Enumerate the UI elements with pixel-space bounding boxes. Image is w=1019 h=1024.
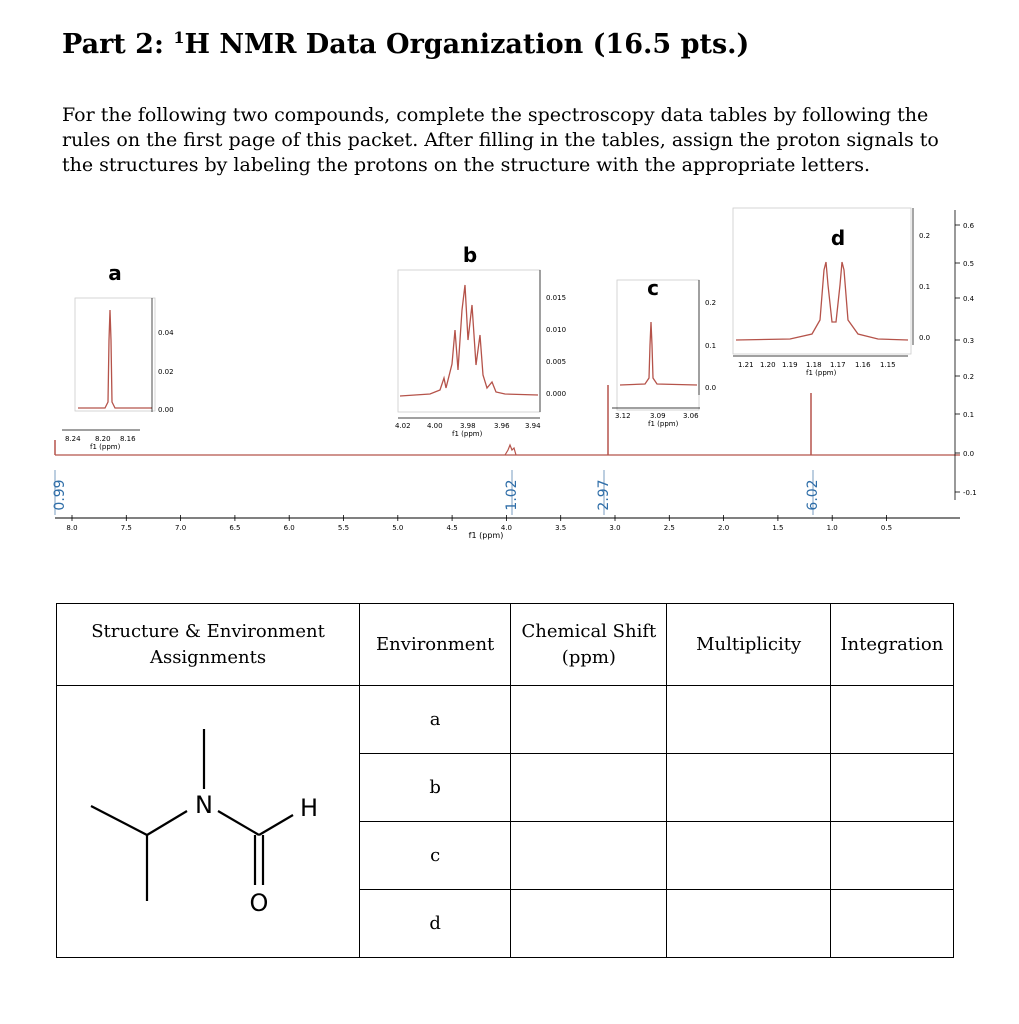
table-header-row: [57, 604, 954, 686]
molecule-structure: [63, 689, 353, 949]
svg-text:0.04: 0.04: [158, 329, 174, 337]
svg-text:0.010: 0.010: [546, 326, 567, 334]
svg-text:0.005: 0.005: [546, 358, 567, 366]
peak-b: [505, 445, 516, 455]
nmr-spectrum: [0, 195, 1019, 555]
integrals: [52, 470, 821, 515]
multiplicity-cell-a[interactable]: [667, 686, 830, 754]
env-cell-a: a: [360, 686, 511, 754]
svg-text:f1 (ppm): f1 (ppm): [806, 369, 837, 377]
x-tick-label: 8.0: [66, 524, 78, 532]
x-tick-label: 1.5: [772, 524, 784, 532]
x-tick-label: 7.5: [120, 524, 132, 532]
svg-text:1.16: 1.16: [855, 361, 871, 369]
integration-cell-a[interactable]: [830, 686, 953, 754]
y-tick-label: -0.1: [963, 489, 977, 497]
x-tick-label: 4.5: [446, 524, 458, 532]
x-tick-label: 3.5: [555, 524, 567, 532]
svg-text:1.20: 1.20: [760, 361, 776, 369]
x-tick-label: 5.5: [337, 524, 350, 532]
svg-text:1.15: 1.15: [880, 361, 896, 369]
svg-text:0.000: 0.000: [546, 390, 567, 398]
x-tick-label: 5.0: [392, 524, 404, 532]
x-tick-label: 1.0: [826, 524, 838, 532]
svg-text:0.2: 0.2: [705, 299, 717, 307]
y-tick-label: 0.2: [963, 373, 975, 381]
multiplicity-cell-c[interactable]: [667, 822, 830, 890]
main-spectrum: [52, 210, 977, 540]
title-prefix: Part 2:: [62, 29, 174, 60]
y-tick-label: 0.5: [963, 260, 975, 268]
header-structure: Structure & Environment Assignments: [57, 604, 360, 686]
header-environment: Environment: [360, 604, 511, 686]
svg-text:8.24: 8.24: [65, 435, 81, 443]
x-tick-label: 4.0: [500, 524, 512, 532]
integral-c: 2.97: [596, 479, 612, 511]
svg-text:3.98: 3.98: [460, 422, 476, 430]
svg-text:1.19: 1.19: [782, 361, 798, 369]
multiplicity-cell-b[interactable]: [667, 754, 830, 822]
x-tick-label: 7.0: [175, 524, 187, 532]
env-cell-c: c: [360, 822, 511, 890]
integral-b: 1.02: [504, 479, 520, 511]
svg-text:4.02: 4.02: [395, 422, 411, 430]
right-y-axis-ticks: [955, 222, 977, 497]
svg-text:3.06: 3.06: [683, 412, 699, 420]
svg-text:0.1: 0.1: [705, 342, 717, 350]
shift-cell-d[interactable]: [511, 890, 667, 958]
page-title: [62, 28, 749, 60]
inset-d-label: d: [830, 226, 846, 250]
svg-text:0.0: 0.0: [705, 384, 717, 392]
multiplicity-cell-d[interactable]: [667, 890, 830, 958]
shift-cell-c[interactable]: [511, 822, 667, 890]
atom-o: O: [249, 889, 269, 917]
svg-text:3.09: 3.09: [650, 412, 666, 420]
svg-text:3.94: 3.94: [525, 422, 541, 430]
svg-text:0.02: 0.02: [158, 368, 174, 376]
inset-b: [395, 243, 566, 438]
inset-a: [62, 261, 174, 451]
atom-n: N: [195, 791, 213, 819]
inset-a-label: a: [108, 261, 122, 285]
svg-text:3.12: 3.12: [615, 412, 631, 420]
header-integration: Integration: [830, 604, 953, 686]
y-tick-label: 0.3: [963, 337, 975, 345]
svg-text:4.00: 4.00: [427, 422, 443, 430]
integral-d: 6.02: [805, 479, 821, 511]
instructions-paragraph: For the following two compounds, complete the spectroscopy data tables by following the rules on the first page of this packet. After filling in the tables, assign the proton signals to the structures by labeling the protons on the structure with the appropriate letters.: [62, 104, 939, 176]
x-tick-label: 0.5: [880, 524, 893, 532]
env-cell-d: d: [360, 890, 511, 958]
shift-cell-a[interactable]: [511, 686, 667, 754]
y-tick-label: 0.0: [963, 450, 975, 458]
svg-text:3.96: 3.96: [494, 422, 510, 430]
x-tick-label: 6.0: [283, 524, 295, 532]
inset-c-label: c: [647, 276, 659, 300]
x-axis-label: f1 (ppm): [468, 531, 504, 540]
svg-text:0.1: 0.1: [919, 283, 931, 291]
svg-text:f1 (ppm): f1 (ppm): [452, 430, 483, 438]
svg-text:f1 (ppm): f1 (ppm): [90, 443, 121, 451]
structure-cell: [57, 686, 360, 958]
svg-text:1.21: 1.21: [738, 361, 754, 369]
inset-b-label: b: [462, 243, 478, 267]
svg-text:8.20: 8.20: [95, 435, 111, 443]
svg-text:0.2: 0.2: [919, 232, 931, 240]
y-tick-label: 0.4: [963, 295, 975, 303]
svg-text:1.17: 1.17: [830, 361, 846, 369]
x-tick-label: 3.0: [609, 524, 621, 532]
header-chemical-shift: Chemical Shift (ppm): [511, 604, 667, 686]
svg-text:f1 (ppm): f1 (ppm): [648, 420, 679, 428]
x-tick-label: 2.0: [718, 524, 730, 532]
svg-text:0.015: 0.015: [546, 294, 567, 302]
atom-h: H: [299, 794, 319, 822]
integral-a: 0.99: [52, 479, 68, 511]
nmr-data-table: [56, 603, 954, 958]
title-superscript: 1: [173, 28, 185, 47]
table-row: [57, 686, 954, 754]
y-tick-label: 0.1: [963, 411, 975, 419]
integration-cell-b[interactable]: [830, 754, 953, 822]
integration-cell-d[interactable]: [830, 890, 953, 958]
svg-text:0.0: 0.0: [919, 334, 931, 342]
y-tick-label: 0.6: [963, 222, 975, 230]
svg-text:8.16: 8.16: [120, 435, 136, 443]
header-multiplicity: Multiplicity: [667, 604, 830, 686]
inset-d: [733, 208, 930, 377]
svg-text:1.18: 1.18: [806, 361, 822, 369]
inset-c: [612, 276, 716, 428]
svg-text:0.00: 0.00: [158, 406, 174, 414]
shift-cell-b[interactable]: [511, 754, 667, 822]
integration-cell-c[interactable]: [830, 822, 953, 890]
x-tick-label: 2.5: [663, 524, 675, 532]
env-cell-b: b: [360, 754, 511, 822]
title-rest: H NMR Data Organization (16.5 pts.): [184, 29, 750, 60]
x-tick-label: 6.5: [229, 524, 241, 532]
